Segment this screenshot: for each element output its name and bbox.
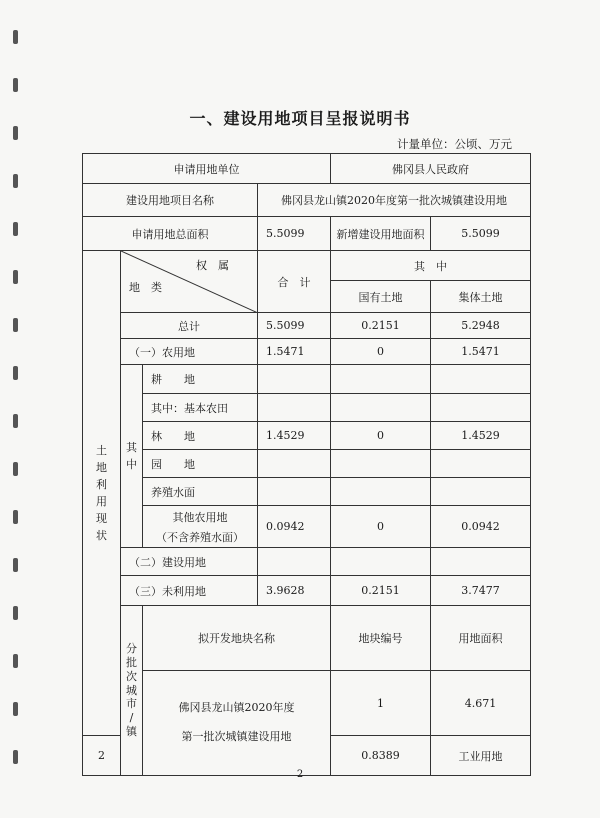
row-agri-state: 0 <box>331 339 431 365</box>
land-report-table <box>82 153 531 776</box>
col-among-header: 其 中 <box>331 251 531 281</box>
landuse-header-row-1 <box>83 251 531 281</box>
row-total-collective: 5.2948 <box>431 313 531 339</box>
col-total-header: 合 计 <box>258 251 331 313</box>
row-unused <box>83 576 531 606</box>
plot-1-no: 1 <box>331 671 431 736</box>
row-construction-total <box>258 548 331 576</box>
row-garden-collective <box>431 450 531 478</box>
row-unused-collective: 3.7477 <box>431 576 531 606</box>
col-collective-header: 集体土地 <box>431 281 531 313</box>
row-basic-farmland <box>83 394 531 422</box>
row-total-state: 0.2151 <box>331 313 431 339</box>
plot-1-area: 4.671 <box>431 671 531 736</box>
among-side-label: 其 中 <box>121 365 143 548</box>
plot-2-use: 工业用地 <box>431 736 531 776</box>
row-arable-collective <box>431 365 531 394</box>
plot-2-no: 2 <box>83 736 121 776</box>
diag-top-label: 权 属 <box>196 259 229 272</box>
col-plot-name: 拟开发地块名称 <box>143 606 331 671</box>
row-arable <box>83 365 531 394</box>
diag-bottom-label: 地 类 <box>129 281 162 294</box>
row-construction <box>83 548 531 576</box>
row-agri <box>83 339 531 365</box>
row-forest-state: 0 <box>331 422 431 450</box>
area-row <box>83 217 531 251</box>
row-other-agri-label <box>143 506 258 548</box>
project-label: 建设用地项目名称 <box>83 184 258 217</box>
row-garden-state <box>331 450 431 478</box>
row-forest-collective: 1.4529 <box>431 422 531 450</box>
row-other-agri-total: 0.0942 <box>258 506 331 548</box>
project-value: 佛冈县龙山镇2020年度第一批次城镇建设用地 <box>258 184 531 217</box>
row-forest-label: 林 地 <box>143 422 258 450</box>
page-title: 一、建设用地项目呈报说明书 <box>189 109 411 128</box>
col-plot-no: 地块编号 <box>331 606 431 671</box>
row-agri-collective: 1.5471 <box>431 339 531 365</box>
row-other-agri-label-1: 其他农用地 <box>172 510 228 524</box>
row-garden-label: 园 地 <box>143 450 258 478</box>
applicant-value: 佛冈县人民政府 <box>331 154 531 184</box>
row-other-agri <box>83 506 531 548</box>
row-aqua-label: 养殖水面 <box>143 478 258 506</box>
new-area-label: 新增建设用地面积 <box>331 217 431 251</box>
plot-row-1 <box>83 671 531 736</box>
row-total <box>83 313 531 339</box>
row-arable-state <box>331 365 431 394</box>
row-construction-state <box>331 548 431 576</box>
row-aqua-collective <box>431 478 531 506</box>
plot-name-line-2: 第一批次城镇建设用地 <box>181 730 292 743</box>
project-row <box>83 184 531 217</box>
row-unused-label: （三）未利用地 <box>121 576 258 606</box>
row-construction-collective <box>431 548 531 576</box>
diagonal-header-cell <box>121 251 258 313</box>
plot-name-cell <box>143 671 331 776</box>
row-total-total: 5.5099 <box>258 313 331 339</box>
page-number: 2 <box>296 769 304 780</box>
row-aqua-state <box>331 478 431 506</box>
row-arable-total <box>258 365 331 394</box>
row-forest-total: 1.4529 <box>258 422 331 450</box>
row-basic-label: 其中：基本农田 <box>143 394 258 422</box>
row-garden <box>83 450 531 478</box>
row-construction-label: （二）建设用地 <box>121 548 258 576</box>
row-arable-label: 耕 地 <box>143 365 258 394</box>
unit-label: 计量单位：公顷、万元 <box>397 137 512 151</box>
new-area-value: 5.5099 <box>431 217 531 251</box>
applicant-label: 申请用地单位 <box>83 154 331 184</box>
col-state-header: 国有土地 <box>331 281 431 313</box>
total-area-value: 5.5099 <box>258 217 331 251</box>
row-aquaculture <box>83 478 531 506</box>
binder-holes <box>13 30 19 790</box>
row-unused-total: 3.9628 <box>258 576 331 606</box>
row-agri-label: （一）农用地 <box>121 339 258 365</box>
row-unused-state: 0.2151 <box>331 576 431 606</box>
row-other-agri-collective: 0.0942 <box>431 506 531 548</box>
batch-side-label: 分 批 次 城 市 / 镇 <box>121 606 143 776</box>
row-basic-total <box>258 394 331 422</box>
plot-name-line-1: 佛冈县龙山镇2020年度 <box>178 701 295 715</box>
row-other-agri-label-2: （不含养殖水面） <box>156 530 244 544</box>
row-basic-collective <box>431 394 531 422</box>
row-agri-total: 1.5471 <box>258 339 331 365</box>
row-garden-total <box>258 450 331 478</box>
row-aqua-total <box>258 478 331 506</box>
landuse-side-label: 土 地 利 用 现 状 <box>83 251 121 736</box>
col-plot-area: 用地面积 <box>431 606 531 671</box>
plot-2-area: 0.8389 <box>331 736 431 776</box>
batch-header-row <box>83 606 531 671</box>
total-area-label: 申请用地总面积 <box>83 217 258 251</box>
row-forest <box>83 422 531 450</box>
row-total-label: 总计 <box>121 313 258 339</box>
applicant-row <box>83 154 531 184</box>
row-basic-state <box>331 394 431 422</box>
row-other-agri-state: 0 <box>331 506 431 548</box>
